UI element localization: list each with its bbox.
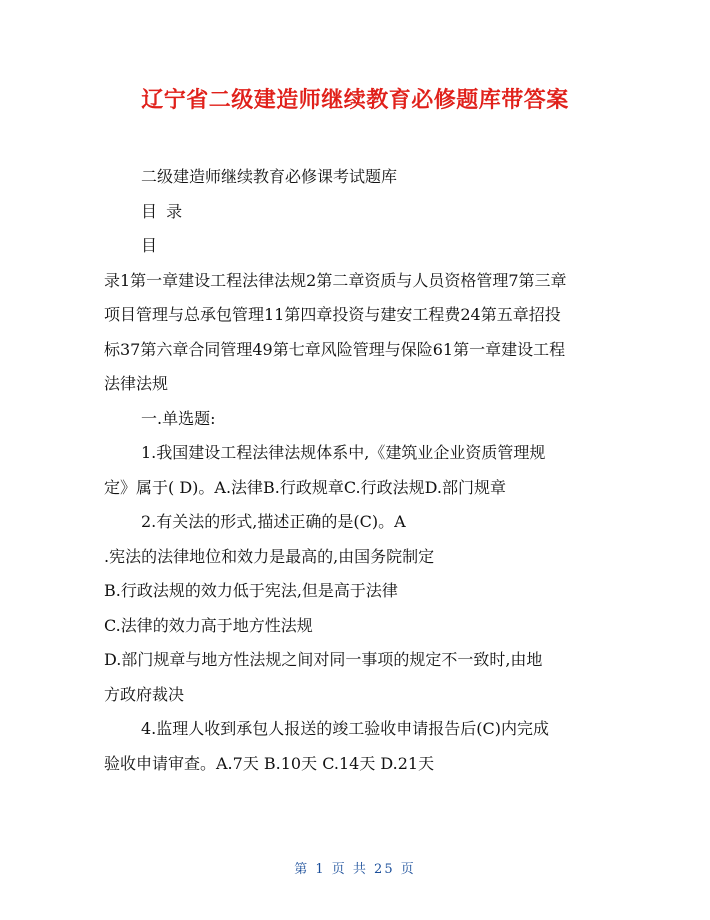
paragraph-line: 目: [141, 236, 158, 255]
toc-heading: 目 录: [141, 201, 185, 221]
option-line: C.法律的效力高于地方性法规: [104, 615, 313, 635]
paragraph-line: 二级建造师继续教育必修课考试题库: [141, 167, 398, 186]
option-line: .宪法的法律地位和效力是最高的,由国务院制定: [104, 546, 435, 566]
document-body: [104, 160, 604, 781]
toc-line: 法律法规: [104, 374, 169, 393]
question-line: 4.监理人收到承包人报送的竣工验收申请报告后(C)内完成: [141, 719, 549, 738]
page-title: 辽宁省二级建造师继续教育必修题库带答案: [141, 88, 569, 113]
toc-line: 录1第一章建设工程法律法规2第二章资质与人员资格管理7第三章: [104, 270, 567, 290]
option-line: D.部门规章与地方性法规之间对同一事项的规定不一致时,由地: [104, 650, 543, 669]
toc-line: 项目管理与总承包管理11第四章投资与建安工程费24第五章招投: [104, 305, 561, 324]
option-line: B.行政法规的效力低于宪法,但是高于法律: [104, 581, 398, 600]
page-footer: 第 1 页 共 25 页: [294, 862, 416, 877]
question-line: 2.有关法的形式,描述正确的是(C)。A: [141, 512, 406, 531]
section-heading: 一.单选题:: [141, 408, 216, 428]
question-line: 验收申请审查。A.7天 B.10天 C.14天 D.21天: [104, 753, 435, 773]
toc-line: 标37第六章合同管理49第七章风险管理与保险61第一章建设工程: [104, 339, 566, 359]
question-line: 1.我国建设工程法律法规体系中,《建筑业企业资质管理规: [141, 443, 546, 462]
question-line: 定》属于( D)。A.法律B.行政规章C.行政法规D.部门规章: [104, 477, 506, 497]
option-line: 方政府裁决: [104, 684, 185, 704]
